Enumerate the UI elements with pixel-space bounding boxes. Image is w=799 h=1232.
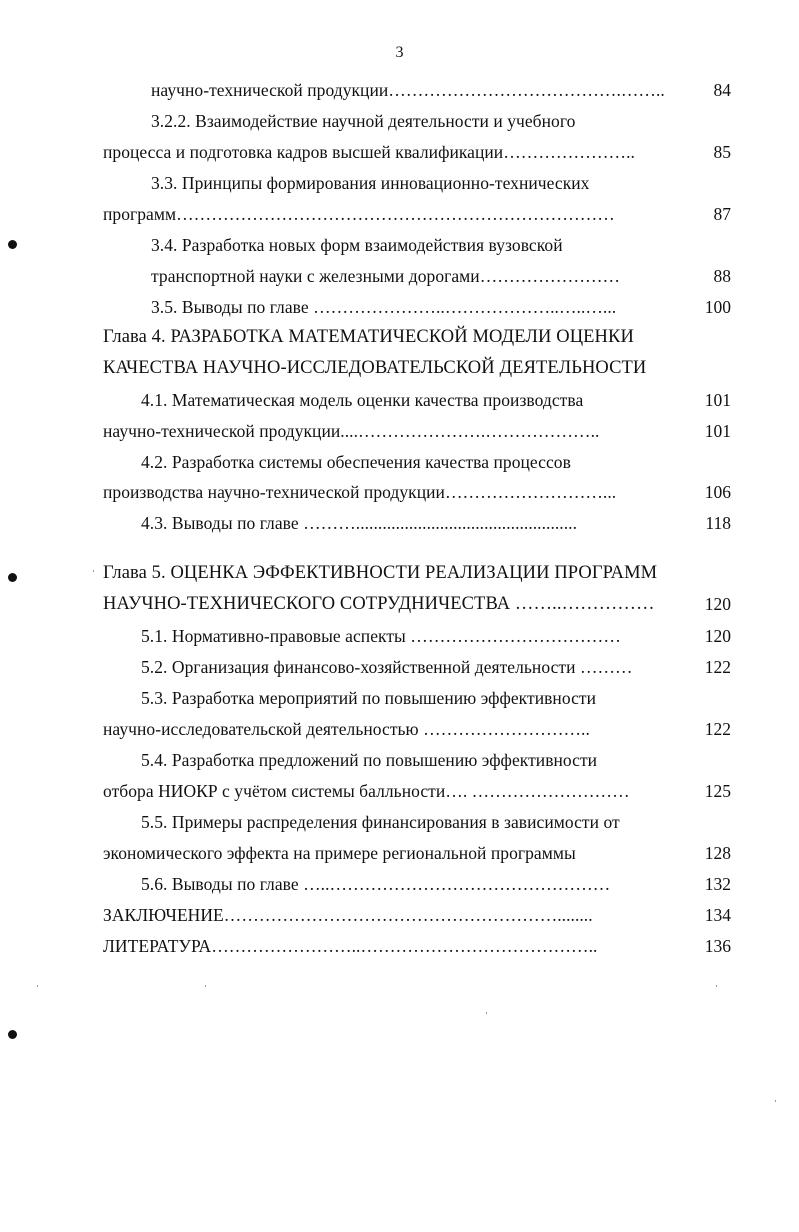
scan-speck	[716, 985, 717, 987]
toc-entry-line: 3.2.2. Взаимодействие научной деятельности и учебного	[151, 111, 576, 131]
toc-page-number: 132	[704, 874, 731, 894]
scan-speck	[37, 985, 38, 987]
toc-entry-line: 5.2. Организация финансово-хозяйственной деятельности ………	[141, 657, 633, 677]
toc-entry-line: научно-технической продукции....………………….………………..	[103, 421, 600, 441]
toc-entry-line: программ…………………………………………………………………	[103, 204, 615, 224]
chapter-heading: НАУЧНО-ТЕХНИЧЕСКОГО СОТРУДНИЧЕСТВА ……..……………	[103, 594, 655, 614]
toc-entry-line: 5.5. Примеры распределения финансирования в зависимости от	[141, 812, 620, 832]
binder-hole-mark	[8, 573, 17, 582]
toc-page-number: 134	[704, 905, 731, 925]
toc-page-number: 88	[713, 266, 731, 286]
toc-entry-line: 4.2. Разработка системы обеспечения качества процессов	[141, 452, 571, 472]
toc-entry-line: 4.1. Математическая модель оценки качества производства	[141, 390, 584, 410]
chapter-heading: Глава 5. ОЦЕНКА ЭФФЕКТИВНОСТИ РЕАЛИЗАЦИИ ПРОГРАММ	[103, 563, 658, 583]
toc-entry-line: производства научно-технической продукции………………………...	[103, 482, 617, 502]
toc-page-number: 128	[704, 843, 731, 863]
toc-entry-line: процесса и подготовка кадров высшей квалификации…………………..	[103, 142, 635, 162]
toc-entry-line: 5.4. Разработка предложений по повышению эффективности	[141, 750, 598, 770]
toc-page-number: 120	[704, 626, 731, 646]
binder-hole-mark	[8, 240, 17, 249]
toc-page-number: 118	[705, 513, 731, 533]
chapter-heading: КАЧЕСТВА НАУЧНО-ИССЛЕДОВАТЕЛЬСКОЙ ДЕЯТЕЛЬНОСТИ	[103, 358, 647, 378]
scan-speck	[775, 1100, 776, 1102]
page-number: 3	[395, 44, 404, 61]
toc-entry-line: ЗАКЛЮЧЕНИЕ…………………………………………………........	[103, 905, 593, 925]
toc-page-number: 101	[704, 390, 731, 410]
scan-speck	[93, 570, 94, 572]
toc-page-number: 136	[704, 936, 731, 956]
toc-entry-line: 3.4. Разработка новых форм взаимодействия вузовской	[151, 235, 563, 255]
toc-entry-line: научно-технической продукции………………………………….……..	[151, 80, 665, 100]
scan-speck	[205, 985, 206, 987]
toc-entry-line: 4.3. Выводы по главе ………..................................................	[141, 513, 578, 533]
toc-entry-line: 3.3. Принципы формирования инновационно-технических	[151, 173, 590, 193]
toc-page-number: 84	[713, 80, 731, 100]
toc-entry-line: 5.6. Выводы по главе …..…………………………………………	[141, 874, 611, 894]
toc-page-number: 100	[704, 297, 731, 317]
toc-page-number: 120	[704, 594, 731, 614]
toc-page-number: 122	[704, 657, 731, 677]
toc-entry-line: 3.5. Выводы по главе …………………..………………..…..…...	[151, 297, 617, 317]
toc-entry-line: транспортной науки с железными дорогами……………………	[151, 266, 621, 286]
toc-page-number: 125	[704, 781, 731, 801]
scan-speck	[486, 1012, 487, 1014]
toc-entry-line: экономического эффекта на примере региональной программы	[103, 843, 576, 863]
toc-entry-line: отбора НИОКР с учётом системы балльности…. ………………………	[103, 781, 630, 801]
toc-page-number: 106	[704, 482, 731, 502]
toc-page-number: 122	[704, 719, 731, 739]
chapter-heading: Глава 4. РАЗРАБОТКА МАТЕМАТИЧЕСКОЙ МОДЕЛИ ОЦЕНКИ	[103, 327, 634, 347]
binder-hole-mark	[8, 1030, 17, 1039]
toc-page-number: 101	[704, 421, 731, 441]
toc-entry-line: научно-исследовательской деятельностью ………………………..	[103, 719, 590, 739]
toc-page-number: 85	[713, 142, 731, 162]
toc-entry-line: 5.3. Разработка мероприятий по повышению эффективности	[141, 688, 597, 708]
toc-entry-line: ЛИТЕРАТУРА……………………..…………………………………..	[103, 936, 598, 956]
toc-entry-line: 5.1. Нормативно-правовые аспекты ………………………………	[141, 626, 621, 646]
toc-page-number: 87	[713, 204, 731, 224]
